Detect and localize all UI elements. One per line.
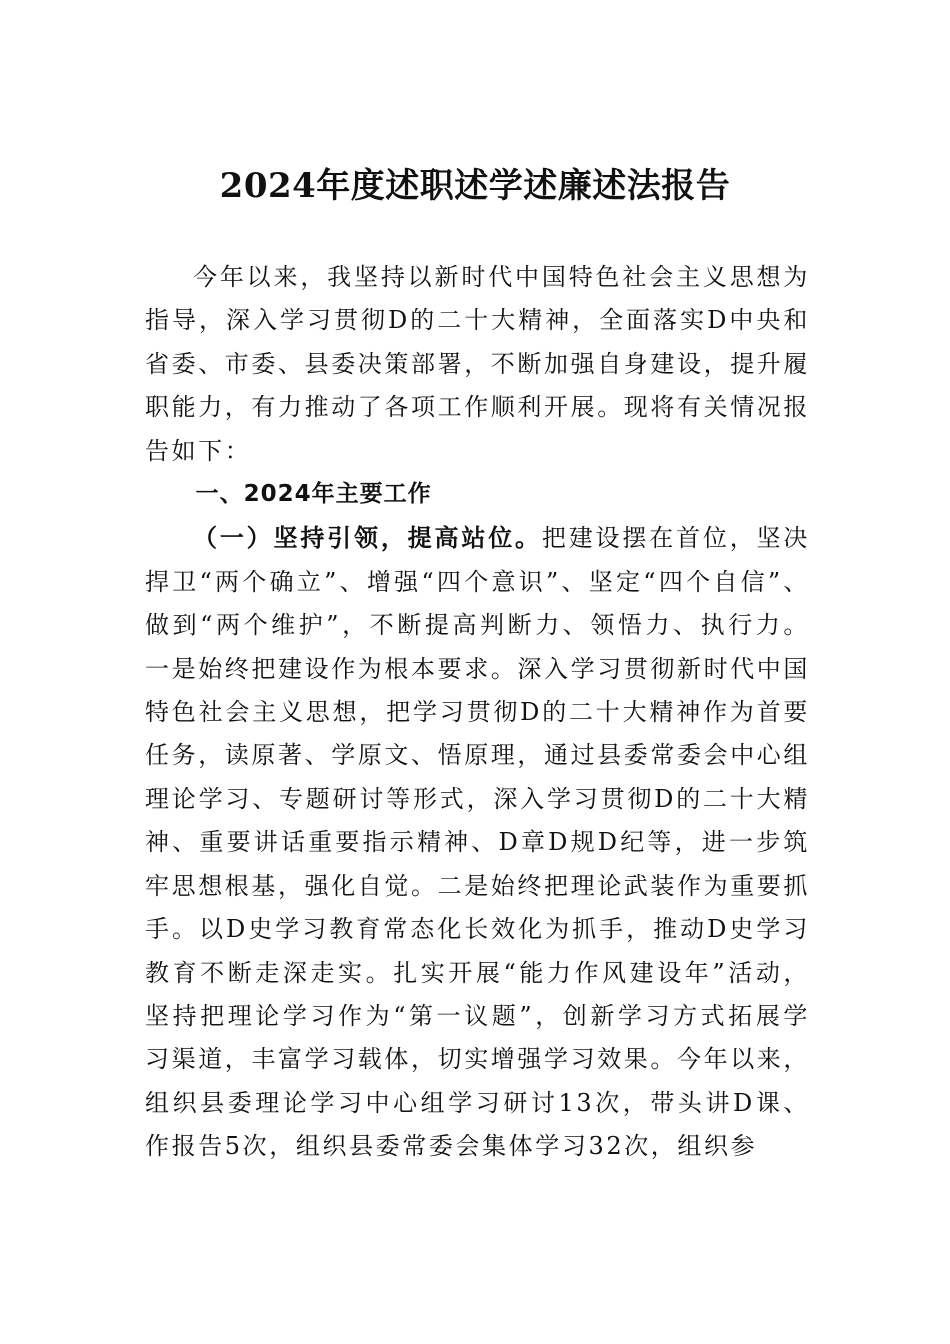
section-heading-main-work: 一、2024年主要工作 [195,481,432,508]
document-body [145,256,810,1169]
subsection-body: 把建设摆在首位，坚决捍卫“两个确立”、增强“四个意识”、坚定“四个自信”、做到“两个维护”，不断提高判断力、领悟力、执行力。一是始终把建设作为根本要求。深入学习贯彻新时代中国特色社会主义思想，把学习贯彻D的二十大精神作为首要任务，读原著、学原文、悟原理，通过县委常委会中心组理论学习、专题研讨等形式，深入学习贯彻D的二十大精神、重要讲话重要指示精神、D章D规D纪等，进一步筑牢思想根基，强化自觉。二是始终把理论武装作为重要抓手。以D史学习教育常态化长效化为抓手，推动D史学习教育不断走深走实。扎实开展“能力作风建设年”活动，坚持把理论学习作为“第一议题”，创新学习方式拓展学习渠道，丰富学习载体，切实增强学习效果。今年以来，组织县委理论学习中心组学习研讨13次，带头讲D课、作报告5次，组织县委常委会集体学习32次，组织参 [145,524,810,1161]
document-title: 2024年度述职述学述廉述法报告 [219,166,731,206]
intro-paragraph: 今年以来，我坚持以新时代中国特色社会主义思想为指导，深入学习贯彻D的二十大精神，全面落实D中央和省委、市委、县委决策部署，不断加强自身建设，提升履职能力，有力推动了各项工作顺利开展。现将有关情况报告如下： [145,263,810,465]
subsection-lead: （一）坚持引领，提高站位。 [193,523,542,553]
subsection-paragraph [145,516,810,1168]
